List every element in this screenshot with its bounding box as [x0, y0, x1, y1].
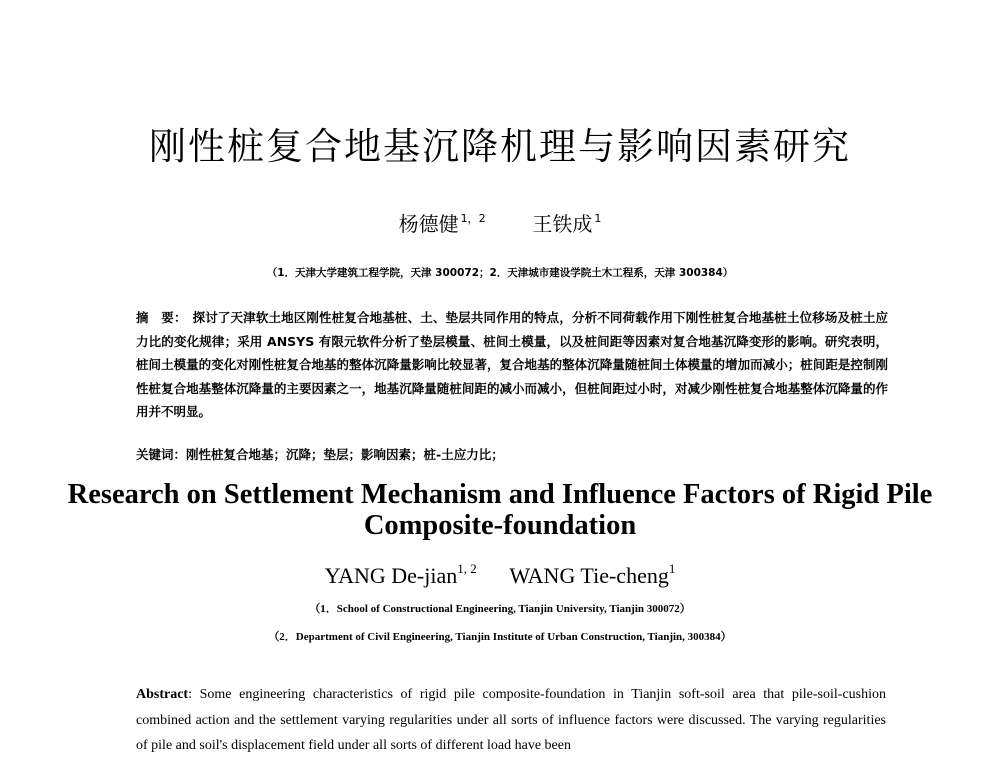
chinese-author-1-affil: 1，2	[460, 212, 486, 225]
english-abstract-text: : Some engineering characteristics of rigid pile composite-foundation in Tianjin soft-soil area that pile-soil-cushion combined action and the settlement varying regularities under all sorts of influence factors were discussed. The varying regularities of pile and soil's displacement field under all sorts of different load have been	[136, 687, 886, 753]
english-affiliation-2: （2．Department of Civil Engineering, Tianjin Institute of Urban Construction, Tianjin, 300384）	[268, 631, 732, 643]
chinese-author-1: 杨德健	[398, 212, 459, 236]
chinese-abstract-text: 探讨了天津软土地区刚性桩复合地基桩、土、垫层共同作用的特点，分析不同荷载作用下刚性桩复合地基桩土位移场及桩土应力比的变化规律；采用 ANSYS 有限元软件分析了垫层模量、桩间土模量，以及桩间距等因素对复合地基沉降变形的影响。研究表明，桩间土模量的变化对刚性桩复合地基的整体沉降量影响比较显著，复合地基的整体沉降量随桩间土体模量的增加而减小；桩间距是控制刚性桩复合地基整体沉降量的主要因素之一，地基沉降量随桩间距的减小而减小，但桩间距过小时，对减少刚性桩复合地基整体沉降量的作用并不明显。	[136, 310, 888, 419]
chinese-author-2-affil: 1	[594, 212, 602, 225]
chinese-keywords-text: 刚性桩复合地基；沉降；垫层；影响因素；桩-土应力比；	[186, 447, 504, 462]
english-abstract-label: Abstract	[136, 687, 189, 702]
chinese-keywords-label: 关键词：	[136, 447, 187, 462]
chinese-authors	[0, 208, 1000, 237]
english-affiliation-1: （1．School of Constructional Engineering, Tianjin University, Tianjin 300072）	[309, 603, 691, 615]
chinese-abstract	[136, 306, 888, 424]
english-author-2: WANG Tie-cheng	[509, 563, 669, 588]
english-abstract	[136, 682, 886, 759]
chinese-keywords	[136, 445, 888, 463]
english-title: Research on Settlement Mechanism and Influence Factors of Rigid Pile Composite-foundation	[67, 479, 933, 541]
chinese-title: 刚性桩复合地基沉降机理与影响因素研究	[149, 125, 851, 168]
english-author-1-affil: 1, 2	[457, 561, 477, 576]
english-authors	[0, 561, 1000, 589]
chinese-author-2: 王铁成	[532, 212, 593, 236]
english-author-1: YANG De-jian	[324, 563, 458, 588]
chinese-affiliation: （1．天津大学建筑工程学院，天津 300072；2．天津城市建设学院土木工程系，天津 300384）	[266, 267, 734, 279]
english-author-2-affil: 1	[668, 561, 676, 576]
chinese-abstract-label: 摘 要：	[136, 310, 187, 325]
